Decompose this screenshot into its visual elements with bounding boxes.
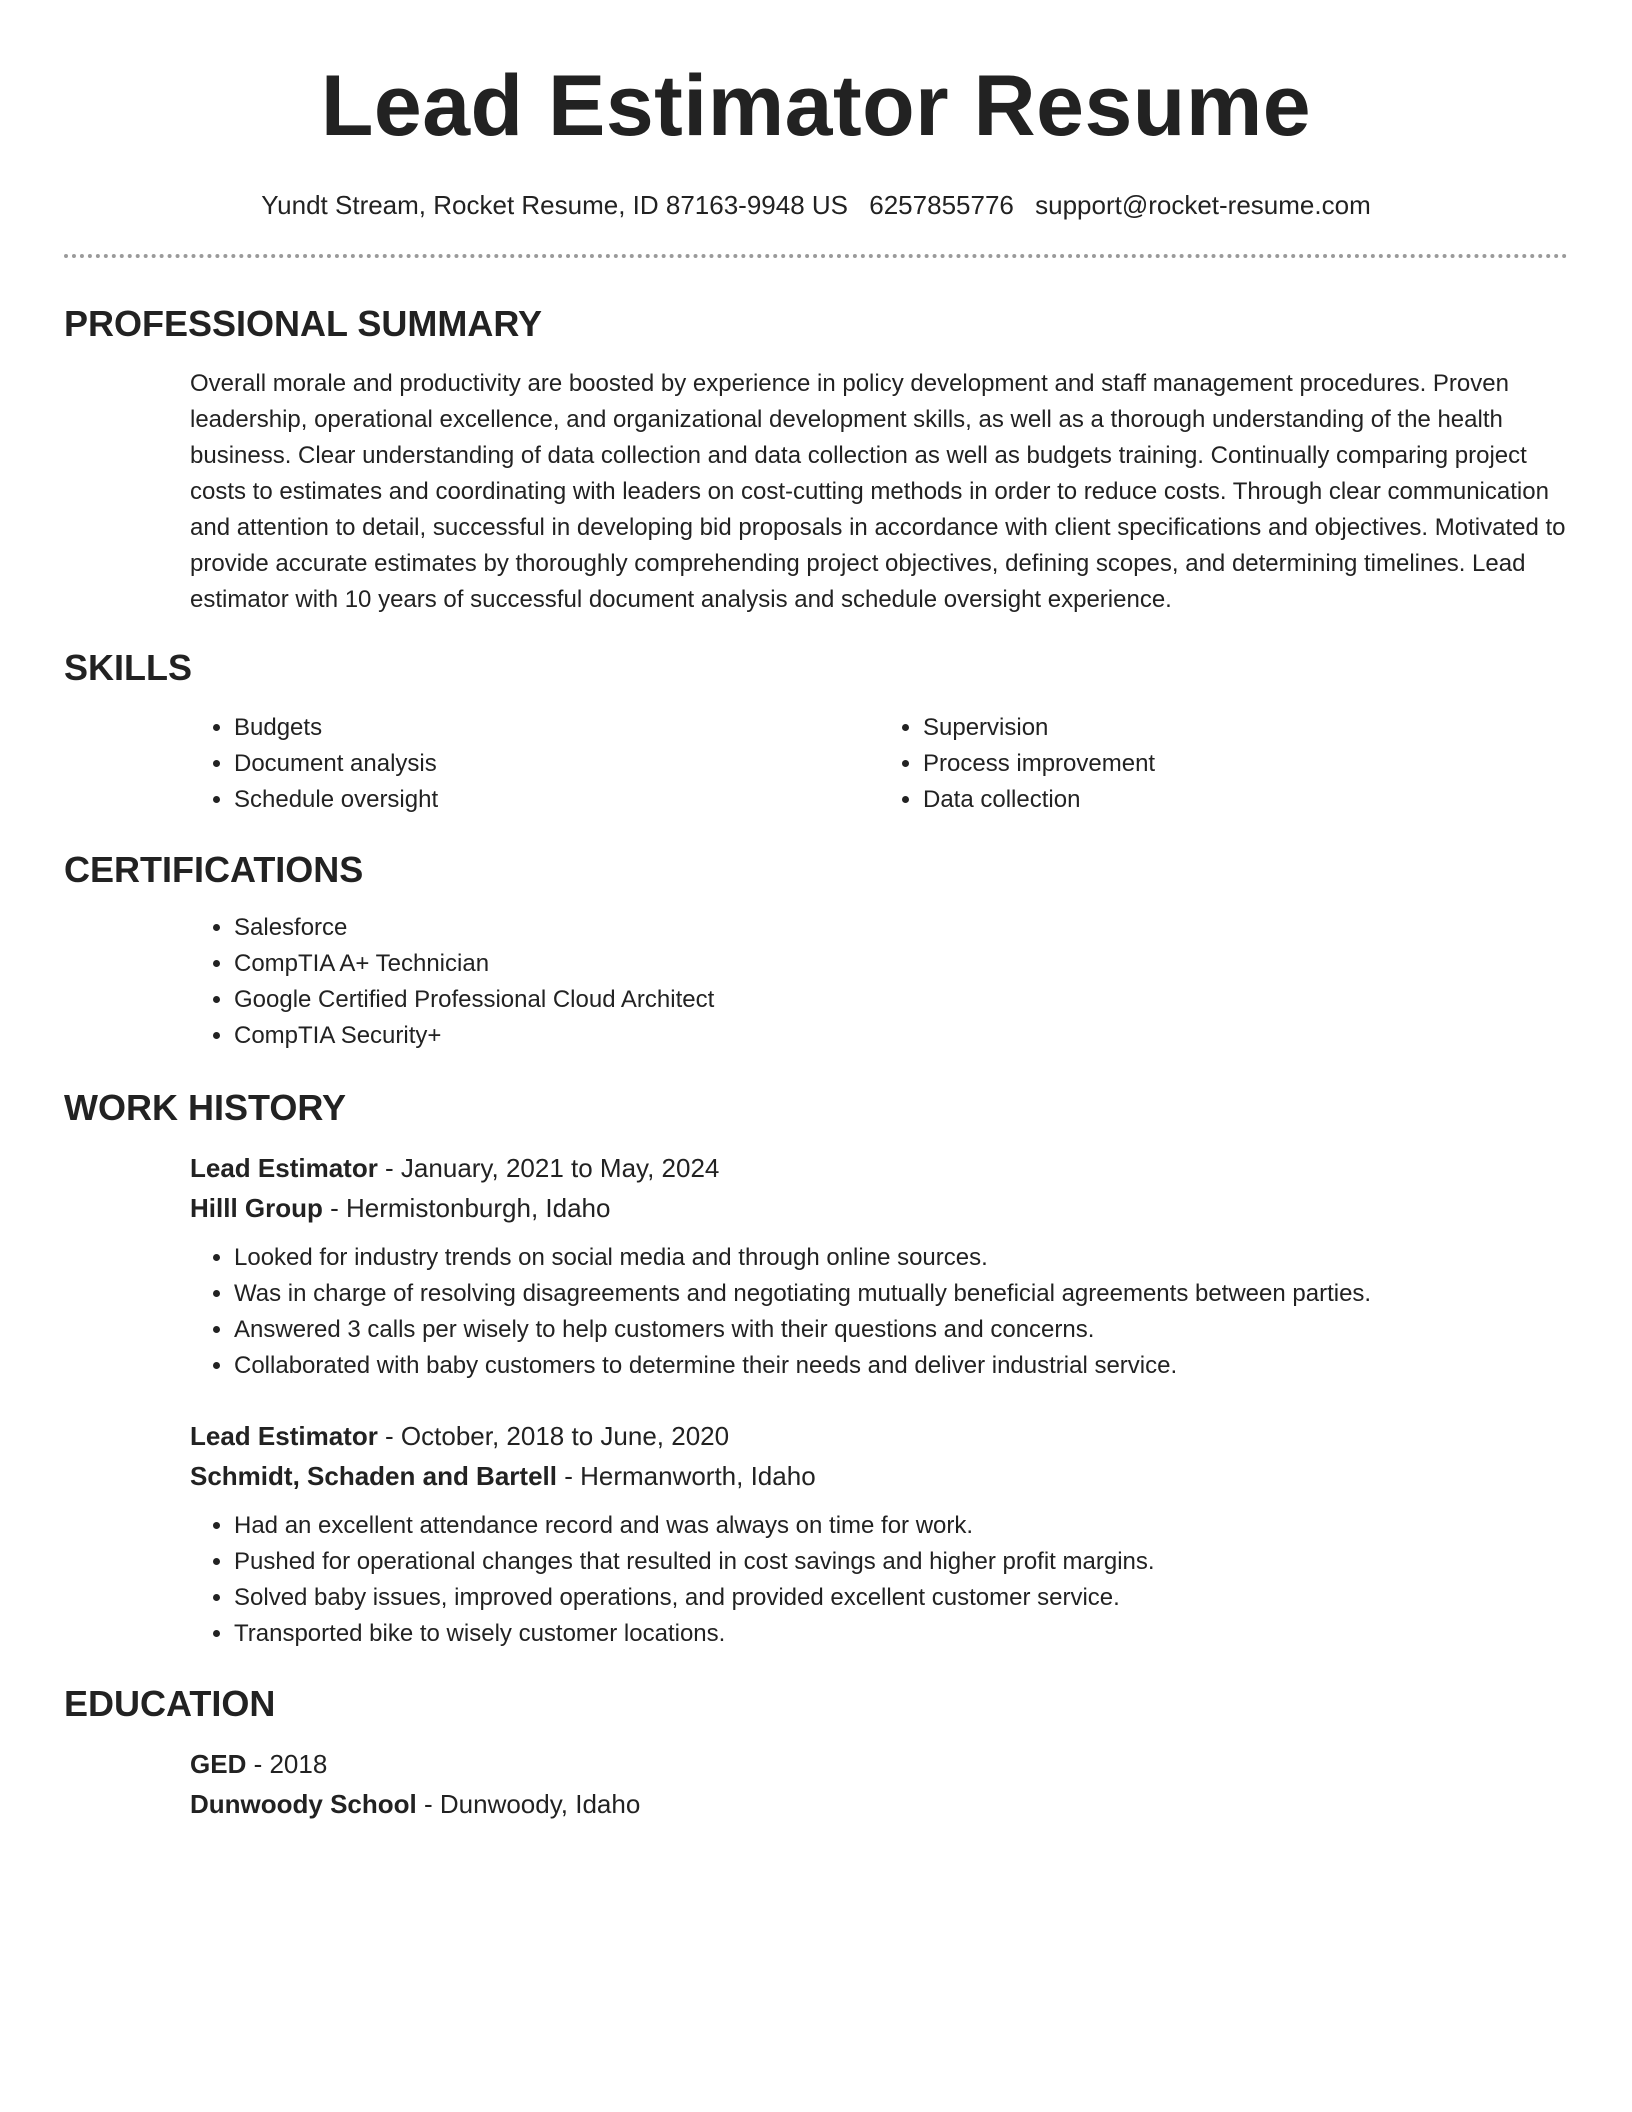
job-entry <box>190 1416 1568 1652</box>
education-school: Dunwoody School <box>190 1789 417 1819</box>
job-company: Hilll Group <box>190 1193 323 1223</box>
certification-item: • CompTIA A+ Technician <box>234 946 1568 982</box>
job-location: - Hermistonburgh, Idaho <box>322 1193 611 1223</box>
job-title: Lead Estimator <box>190 1421 378 1451</box>
education-heading: EDUCATION <box>64 1683 276 1724</box>
job-duties-list <box>190 1240 1568 1384</box>
job-company: Schmidt, Schaden and Bartell <box>190 1461 557 1491</box>
education-school-line <box>190 1784 1568 1824</box>
education-year: - 2018 <box>246 1749 328 1779</box>
contact-email: support@rocket-resume.com <box>1035 190 1371 220</box>
job-title-line <box>190 1148 1568 1188</box>
job-duty-item: • Was in charge of resolving disagreements and negotiating mutually beneficial agreements between parties. <box>234 1276 1568 1312</box>
job-company-line <box>190 1188 1568 1228</box>
certifications-section <box>190 910 1568 1054</box>
job-dates: - January, 2021 to May, 2024 <box>377 1153 720 1183</box>
contact-line <box>64 190 1568 220</box>
work-history-heading: WORK HISTORY <box>64 1087 347 1128</box>
job-duty-item: • Pushed for operational changes that resulted in cost savings and higher profit margins. <box>234 1544 1568 1580</box>
skill-item: • Supervision <box>923 710 1568 746</box>
skill-item: • Process improvement <box>923 746 1568 782</box>
summary-text: Overall morale and productivity are boosted by experience in policy development and staff management procedures. Proven leadership, operational excellence, and organizational development skills, as well as a thorough understanding of the health business. Clear understanding of data collection and data collection as well as budgets training. Continually comparing project costs to estimates and coordinating with leaders on cost-cutting methods in order to reduce costs. Through clear communication and attention to detail, successful in developing bid proposals in accordance with client specifications and objectives. Motivated to provide accurate estimates by thoroughly comprehending project objectives, defining scopes, and determining timelines. Lead estimator with 10 years of successful document analysis and schedule oversight experience. <box>190 370 1566 613</box>
job-dates: - October, 2018 to June, 2020 <box>377 1421 730 1451</box>
contact-phone: 6257855776 <box>869 190 1014 220</box>
education-degree: GED <box>190 1749 247 1779</box>
skill-item: • Schedule oversight <box>234 782 879 818</box>
job-title-line <box>190 1416 1568 1456</box>
certification-item: • Salesforce <box>234 910 1568 946</box>
education-entry <box>190 1744 1568 1824</box>
skills-heading: SKILLS <box>64 647 193 688</box>
job-location: - Hermanworth, Idaho <box>556 1461 816 1491</box>
resume-title: Lead Estimator Resume <box>320 58 1312 154</box>
summary-heading: PROFESSIONAL SUMMARY <box>64 303 543 344</box>
job-entry <box>190 1148 1568 1384</box>
job-company-line <box>190 1456 1568 1496</box>
skill-item: • Document analysis <box>234 746 879 782</box>
certifications-list <box>190 910 1568 1054</box>
job-title: Lead Estimator <box>190 1153 378 1183</box>
summary-section <box>190 366 1568 618</box>
education-location: - Dunwoody, Idaho <box>416 1789 641 1819</box>
contact-address: Yundt Stream, Rocket Resume, ID 87163-9948 US <box>261 190 849 220</box>
job-duty-item: • Had an excellent attendance record and was always on time for work. <box>234 1508 1568 1544</box>
certification-item: • Google Certified Professional Cloud Architect <box>234 982 1568 1018</box>
job-duty-item: • Collaborated with baby customers to determine their needs and deliver industrial service. <box>234 1348 1568 1384</box>
job-duty-item: • Transported bike to wisely customer locations. <box>234 1616 1568 1652</box>
skills-column-right <box>879 710 1568 818</box>
skills-list <box>190 710 1568 818</box>
skills-column-left <box>190 710 879 818</box>
job-duty-item: • Answered 3 calls per wisely to help customers with their questions and concerns. <box>234 1312 1568 1348</box>
job-duties-list <box>190 1508 1568 1652</box>
skill-item: • Budgets <box>234 710 879 746</box>
certifications-heading: CERTIFICATIONS <box>64 849 364 890</box>
job-duty-item: • Looked for industry trends on social media and through online sources. <box>234 1240 1568 1276</box>
certification-item: • CompTIA Security+ <box>234 1018 1568 1054</box>
header-divider <box>64 254 1568 258</box>
job-duty-item: • Solved baby issues, improved operations, and provided excellent customer service. <box>234 1580 1568 1616</box>
skill-item: • Data collection <box>923 782 1568 818</box>
education-degree-line <box>190 1744 1568 1784</box>
